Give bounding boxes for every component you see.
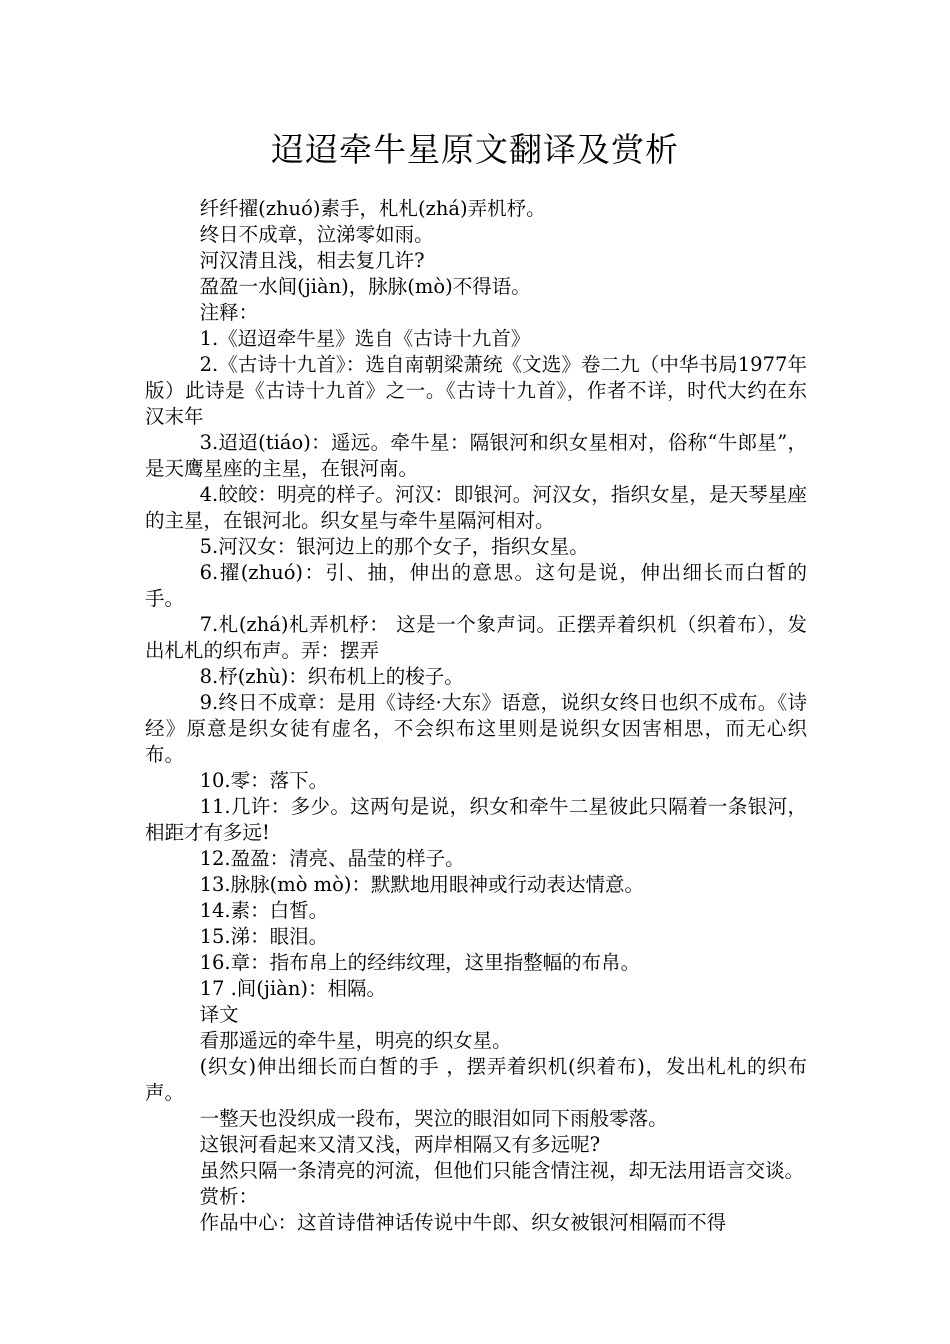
poem-line-3: 河汉清且浅，相去复几许?	[199, 249, 425, 272]
annotation-15: 15.涕：眼泪。	[199, 925, 329, 948]
annotation-7: 7.札(zhá)札弄机杼： 这是一个象声词。正摆弄着织机（织着布），发出札札的织布声。弄：摆弄	[145, 613, 807, 662]
translation-line-5: 虽然只隔一条清亮的河流，但他们只能含情注视，却无法用语言交谈。	[199, 1159, 805, 1182]
translation-line-3: 一整天也没织成一段布，哭泣的眼泪如同下雨般零落。	[199, 1107, 668, 1130]
annotations-heading: 注释：	[199, 301, 259, 324]
annotation-12: 12.盈盈：清亮、晶莹的样子。	[199, 847, 465, 870]
translation-line-1: 看那遥远的牵牛星，明亮的织女星。	[199, 1029, 512, 1052]
annotation-2: 2.《古诗十九首》：选自南朝梁萧统《文选》卷二九（中华书局1977年版）此诗是《古诗十九首》之一。《古诗十九首》，作者不详，时代大约在东汉末年	[145, 353, 807, 428]
annotation-3: 3.迢迢(tiáo)：遥远。牵牛星：隔银河和织女星相对，俗称“牛郎星”，是天鹰星座的主星，在银河南。	[145, 431, 807, 480]
poem-line-2: 终日不成章，泣涕零如雨。	[199, 223, 434, 246]
annotation-13: 13.脉脉(mò mò)：默默地用眼神或行动表达情意。	[199, 873, 644, 896]
annotation-1: 1.《迢迢牵牛星》选自《古诗十九首》	[199, 327, 531, 350]
annotation-6: 6.擢(zhuó)：引、抽，伸出的意思。这句是说，伸出细长而白皙的手。	[145, 561, 807, 610]
translation-line-4: 这银河看起来又清又浅，两岸相隔又有多远呢?	[199, 1133, 601, 1156]
annotation-11: 11.几许：多少。这两句是说，织女和牵牛二星彼此只隔着一条银河，相距才有多远!	[145, 795, 807, 844]
annotation-4: 4.皎皎：明亮的样子。河汉：即银河。河汉女，指织女星，是天琴星座的主星，在银河北。织女星与牵牛星隔河相对。	[145, 483, 807, 532]
document-body	[145, 196, 807, 1236]
translation-heading: 译文	[199, 1003, 239, 1026]
poem-line-4: 盈盈一水间(jiàn)，脉脉(mò)不得语。	[199, 275, 531, 298]
document-title: 迢迢牵牛星原文翻译及赏析	[271, 130, 679, 169]
poem-line-1: 纤纤擢(zhuó)素手，札札(zhá)弄机杼。	[199, 197, 546, 220]
annotation-9: 9.终日不成章：是用《诗经·大东》语意，说织女终日也织不成布。《诗经》原意是织女徒有虚名，不会织布这里则是说织女因害相思，而无心织布。	[145, 691, 807, 766]
appreciation-heading: 赏析：	[199, 1185, 259, 1208]
annotation-16: 16.章：指布帛上的经纬纹理，这里指整幅的布帛。	[199, 951, 641, 974]
annotation-10: 10.零：落下。	[199, 769, 329, 792]
annotation-14: 14.素：白皙。	[199, 899, 329, 922]
translation-line-2: (织女)伸出细长而白皙的手 ，摆弄着织机(织着布)，发出札札的织布声。	[145, 1055, 807, 1104]
annotation-8: 8.杼(zhù)：织布机上的梭子。	[199, 665, 464, 688]
annotation-17: 17 .间(jiàn)：相隔。	[199, 977, 386, 1000]
appreciation-paragraph-1: 作品中心：这首诗借神话传说中牛郎、织女被银河相隔而不得	[199, 1211, 727, 1234]
annotation-5: 5.河汉女：银河边上的那个女子，指织女星。	[199, 535, 589, 558]
